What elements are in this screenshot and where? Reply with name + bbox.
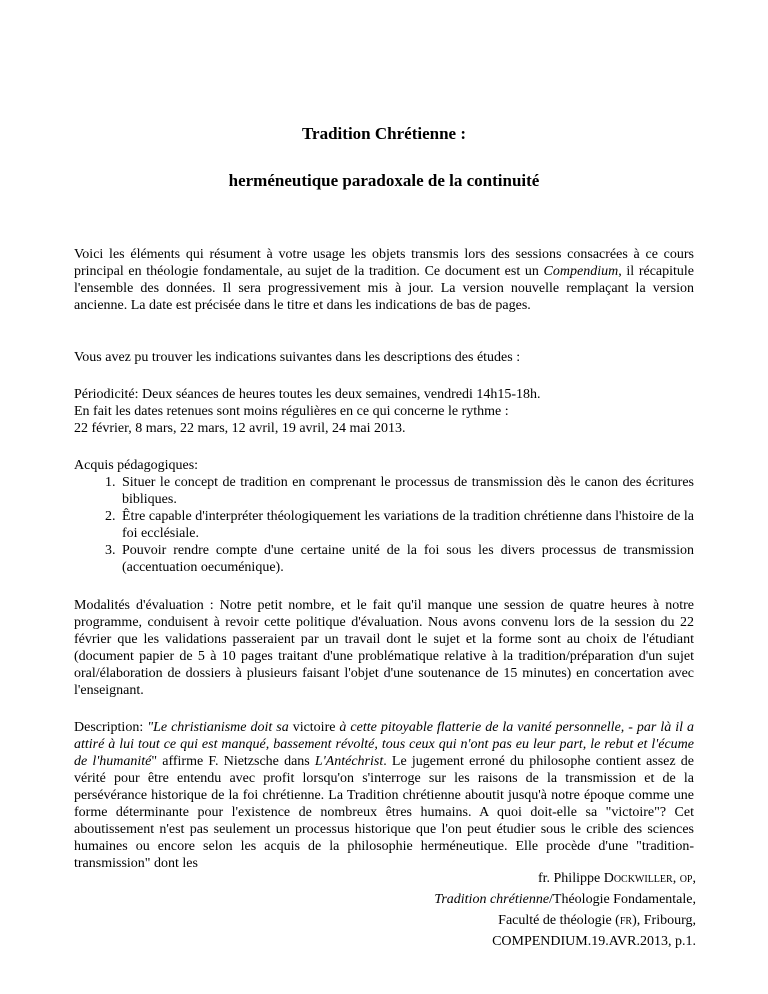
book-title: L'Antéchrist <box>314 754 384 769</box>
schedule-line-2: En fait les dates retenues sont moins régulières en ce qui concerne le rythme : <box>74 404 509 419</box>
document-title: Tradition Chrétienne : <box>301 124 466 143</box>
schedule-paragraph <box>74 386 694 437</box>
intro-paragraph <box>74 246 694 314</box>
evaluation-paragraph: Modalités d'évaluation : Notre petit nombre, et le fait qu'il manque une session de quatre heures à notre programme, conduisent à revoir cette politique d'évaluation. Nous avons convenu lors de la session du 22 février que les validations passeraient par un travail dont le sujet et la forme sont au choix de l'étudiant (document papier de 5 à 10 pages traitant d'une problématique relative à la tradition/préparation d'un sujet oral/élaboration de dossiers à plusieurs faisant l'objet d'une soutenance de 15 minutes) en concertation avec l'enseignant. <box>74 598 694 698</box>
footer-faculty: Faculté de théologie (fr), Fribourg, <box>498 913 696 928</box>
footer-course: Tradition chrétienne/Théologie Fondamentale, <box>434 892 696 907</box>
footer-author: fr. Philippe Dockwiller, op, <box>537 871 696 886</box>
intro-text-2: , il récapitule l'ensemble des données. Il sera progressivement mis à jour. La version nouvelle remplaçant la version ancienne. La date est précisée dans le titre et dans les indications de bas de pages. <box>74 264 695 313</box>
acquis-heading: Acquis pédagogiques: <box>74 458 199 473</box>
description-rest: . Le jugement erroné du philosophe contient assez de vérité pour être entendu avec profit lorsqu'on s'interroge sur les raisons de la transmission et de la persévérance historique de la foi chrétienne. La Tradition chrétienne aboutit jusqu'à notre époque comme une forme déterminante pour l'existence de nombreux êtres humains. A quoi doit-elle sa "victoire"? Cet aboutissement n'est pas seulement un processus historique que l'on peut étudier sous le crible des sciences humaines ou encore selon les acquis de la philosophie herméneutique. Elle procède d'une "tradition-transmission" dont les <box>74 754 694 871</box>
schedule-line-3: 22 février, 8 mars, 22 mars, 12 avril, 19 avril, 24 mai 2013. <box>74 421 406 436</box>
acquis-section <box>74 457 694 576</box>
quote-part-3: à cette pitoyable flatterie de la vanité personnelle, - par là il a attiré à lui tout ce qui est manqué, bassement révolté, tous ceux qui n'ont pas eu leur part, le rebut et l'écume de l'humanité <box>74 720 694 769</box>
description-label: Description: <box>74 720 148 735</box>
document-subtitle: herméneutique paradoxale de la continuité <box>228 171 540 190</box>
acquis-list <box>74 474 694 576</box>
description-paragraph <box>74 719 694 872</box>
intro-text-1: Voici les éléments qui résument à votre usage les objets transmis lors des sessions consacrées à ce cours principal en théologie fondamentale, au sujet de la tradition. Ce document est un <box>74 247 694 279</box>
lead-paragraph: Vous avez pu trouver les indications suivantes dans les descriptions des études : <box>74 350 521 365</box>
quote-part-2: victoire <box>292 720 336 735</box>
list-item: 3. Pouvoir rendre compte d'une certaine unité de la foi sous les divers processus de transmission (accentuation oecuménique). <box>119 542 694 576</box>
quote-part-1: "Le christianisme doit sa <box>147 720 293 735</box>
schedule-line-1: Périodicité: Deux séances de heures toutes les deux semaines, vendredi 14h15-18h. <box>74 387 541 402</box>
footer-reference: COMPENDIUM.19.AVR.2013, p.1. <box>492 934 696 949</box>
intro-emphasis: Compendium <box>543 264 619 279</box>
page-footer <box>74 868 696 952</box>
quote-attribution: " affirme F. Nietzsche dans <box>151 754 315 769</box>
list-item: 2. Être capable d'interpréter théologiquement les variations de la tradition chrétienne dans l'histoire de la foi ecclésiale. <box>119 508 694 542</box>
list-item: 1. Situer le concept de tradition en comprenant le processus de transmission dès le canon des écritures bibliques. <box>119 474 694 508</box>
